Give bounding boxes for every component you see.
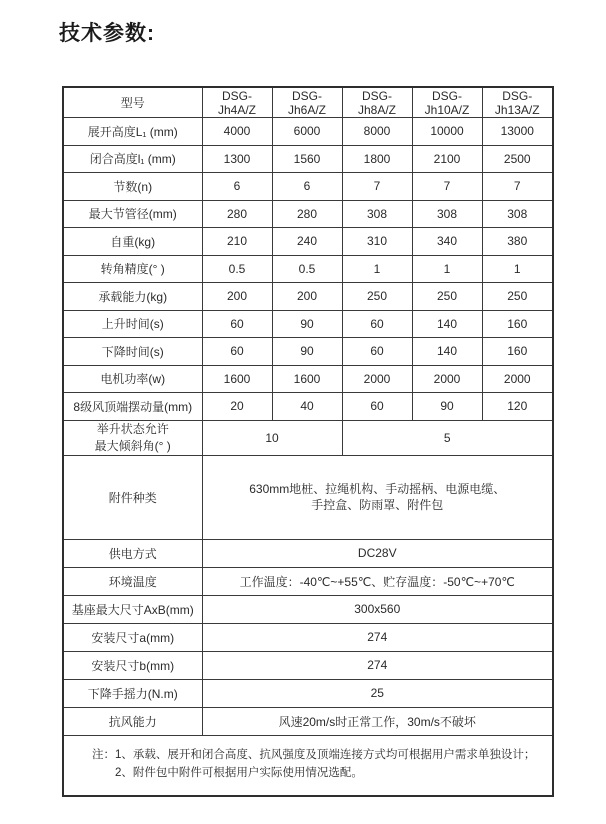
spec-value-cell: 7 [342,173,412,201]
spec-value-cell: 90 [412,393,482,421]
spec-value-cell: 40 [272,393,342,421]
header-label: 型号 [63,87,202,118]
row-label: 安装尺寸b(mm) [63,651,202,679]
spec-value-cell: 4000 [202,118,272,146]
spec-value-cell: 310 [342,228,412,256]
spec-value-cell: 120 [482,393,553,421]
spec-value-cell: 2000 [342,365,412,393]
note-line2: 2、附件包中附件可根据用户实际使用情况选配。 [115,767,363,779]
tilt-value-left: 10 [202,420,342,455]
spec-value-cell: 140 [412,338,482,366]
merged-value-cell: 风速20m/s时正常工作，30m/s不破坏 [202,707,553,735]
merged-row-wind-resistance [63,707,553,735]
row-label: 闭合高度l₁ (mm) [63,145,202,173]
model-header-cell: DSG-Jh10A/Z [412,87,482,118]
row-label: 供电方式 [63,539,202,567]
model-header-cell: DSG-Jh8A/Z [342,87,412,118]
spec-value-cell: 7 [412,173,482,201]
spec-value-cell: 250 [412,283,482,311]
spec-value-cell: 6 [202,173,272,201]
merged-value-cell: 300x560 [202,595,553,623]
spec-value-cell: 280 [202,200,272,228]
spec-row-motor-power [63,365,553,393]
spec-row-sections [63,173,553,201]
merged-row-crank-force [63,679,553,707]
spec-value-cell: 7 [482,173,553,201]
merged-row-mount-size-a [63,623,553,651]
spec-value-cell: 2100 [412,145,482,173]
spec-row-self-weight [63,228,553,256]
spec-value-cell: 60 [202,338,272,366]
spec-value-cell: 90 [272,338,342,366]
spec-value-cell: 1560 [272,145,342,173]
spec-value-cell: 6000 [272,118,342,146]
merged-row-power-supply [63,539,553,567]
spec-row-closed-height [63,145,553,173]
spec-value-cell: 380 [482,228,553,256]
model-header-cell: DSG-Jh4A/Z [202,87,272,118]
row-label: 抗风能力 [63,707,202,735]
note-line1: 注：1、承载、展开和闭合高度、抗风强度及顶端连接方式均可根据用户需求单独设计； [92,749,536,762]
row-label: 下降手摇力(N.m) [63,679,202,707]
spec-value-cell: 210 [202,228,272,256]
row-label [63,420,202,455]
page-title: 技术参数: [59,22,155,45]
spec-value-cell: 308 [342,200,412,228]
spec-value-cell: 280 [272,200,342,228]
row-label: 上升时间(s) [63,310,202,338]
spec-value-cell: 60 [342,310,412,338]
row-label: 展开高度L₁ (mm) [63,118,202,146]
spec-value-cell: 1600 [202,365,272,393]
accessories-line2: 手控盒、防雨罩、附件包 [311,498,444,512]
row-label: 转角精度(° ) [63,255,202,283]
spec-row-rotation-accuracy [63,255,553,283]
model-header-cell: DSG-Jh6A/Z [272,87,342,118]
tilt-label-line2: 最大倾斜角(° ) [94,438,171,453]
note-row [63,735,553,796]
spec-row-top-sway [63,393,553,421]
tilt-label-line1: 举升状态允许 [96,422,169,437]
row-label: 附件种类 [63,455,202,539]
row-label: 8级风顶端摆动量(mm) [63,393,202,421]
spec-value-cell: 308 [412,200,482,228]
merged-value-cell: 25 [202,679,553,707]
spec-value-cell: 200 [202,283,272,311]
spec-value-cell: 60 [342,338,412,366]
row-label: 安装尺寸a(mm) [63,623,202,651]
merged-value-cell: DC28V [202,539,553,567]
accessories-row [63,455,553,539]
row-label: 最大节管径(mm) [63,200,202,228]
merged-value-cell: 工作温度：-40℃~+55℃、贮存温度：-50℃~+70℃ [202,567,553,595]
spec-value-cell: 200 [272,283,342,311]
spec-value-cell: 60 [342,393,412,421]
model-header-cell: DSG-Jh13A/Z [482,87,553,118]
spec-value-cell: 10000 [412,118,482,146]
spec-row-rise-time [63,310,553,338]
spec-row-expanded-height [63,118,553,146]
merged-row-mount-size-b [63,651,553,679]
spec-value-cell: 250 [342,283,412,311]
spec-value-cell: 308 [482,200,553,228]
accessories-line1: 630mm地桩、拉绳机构、手动摇柄、电源电缆、 [249,481,506,496]
spec-value-cell: 13000 [482,118,553,146]
accessories-value [202,455,553,539]
row-label: 环境温度 [63,567,202,595]
row-label: 基座最大尺寸AxB(mm) [63,595,202,623]
spec-value-cell: 1 [342,255,412,283]
spec-table [62,86,554,797]
spec-row-load-capacity [63,283,553,311]
spec-value-cell: 340 [412,228,482,256]
spec-value-cell: 160 [482,338,553,366]
spec-value-cell: 20 [202,393,272,421]
spec-value-cell: 250 [482,283,553,311]
spec-row-max-tube-diameter [63,200,553,228]
tilt-angle-row [63,420,553,455]
merged-row-ambient-temperature [63,567,553,595]
table-header-row [63,87,553,118]
spec-value-cell: 2500 [482,145,553,173]
spec-value-cell: 1 [482,255,553,283]
row-label: 下降时间(s) [63,338,202,366]
spec-value-cell: 6 [272,173,342,201]
merged-value-cell: 274 [202,651,553,679]
spec-value-cell: 90 [272,310,342,338]
spec-value-cell: 140 [412,310,482,338]
row-label: 自重(kg) [63,228,202,256]
spec-value-cell: 2000 [412,365,482,393]
spec-value-cell: 60 [202,310,272,338]
spec-value-cell: 1 [412,255,482,283]
spec-value-cell: 240 [272,228,342,256]
spec-value-cell: 8000 [342,118,412,146]
spec-value-cell: 1300 [202,145,272,173]
row-label: 节数(n) [63,173,202,201]
spec-value-cell: 0.5 [202,255,272,283]
merged-value-cell: 274 [202,623,553,651]
row-label: 承载能力(kg) [63,283,202,311]
spec-value-cell: 0.5 [272,255,342,283]
spec-value-cell: 1800 [342,145,412,173]
spec-value-cell: 160 [482,310,553,338]
spec-row-descent-time [63,338,553,366]
note-cell [63,735,553,796]
merged-row-base-size [63,595,553,623]
spec-value-cell: 1600 [272,365,342,393]
row-label: 电机功率(w) [63,365,202,393]
spec-value-cell: 2000 [482,365,553,393]
tilt-value-right: 5 [342,420,553,455]
